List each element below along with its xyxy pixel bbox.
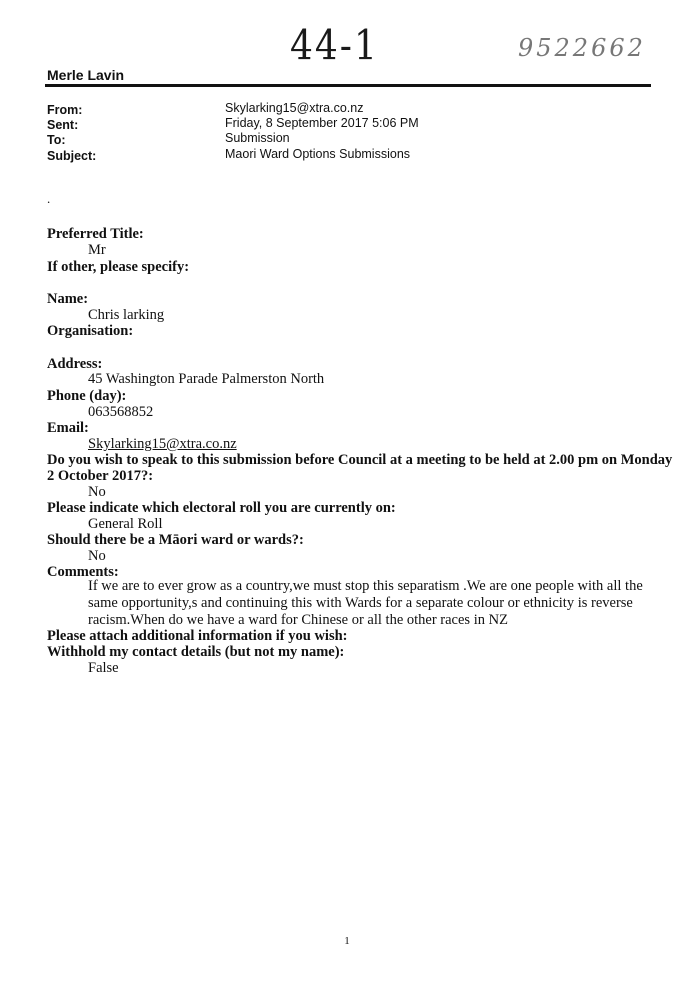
sent-value: Friday, 8 September 2017 5:06 PM: [225, 116, 419, 130]
speak-question-line2: 2 October 2017?:: [47, 468, 154, 484]
organisation-label: Organisation:: [47, 323, 134, 339]
comments-label: Comments:: [47, 564, 119, 580]
name-value: Chris larking: [88, 307, 165, 323]
phone-value: 063568852: [88, 404, 154, 420]
to-value: Submission: [225, 131, 290, 145]
from-label: From:: [47, 103, 83, 117]
speak-question-line1: Do you wish to speak to this submission before Council at a meeting to be held at 2.00 pm on Monday: [47, 452, 673, 468]
withhold-label: Withhold my contact details (but not my name):: [47, 644, 345, 660]
sender-name: Merle Lavin: [47, 67, 125, 83]
from-value: Skylarking15@xtra.co.nz: [225, 101, 364, 115]
subject-value: Maori Ward Options Submissions: [225, 147, 411, 161]
subject-label: Subject:: [47, 149, 97, 163]
preferred-title-value: Mr: [88, 242, 106, 258]
address-value: 45 Washington Parade Palmerston North: [88, 371, 325, 387]
address-label: Address:: [47, 356, 103, 372]
handwritten-submission-number: 44-1: [290, 22, 379, 71]
comments-value: If we are to ever grow as a country,we must stop this separatism .We are one people with all the same opportunity,s and continuing this with Wards for a separate colour or ethnicity is reverse racism.When do we have a ward for Chinese or all the other races in NZ: [88, 578, 643, 628]
sent-label: Sent:: [47, 118, 79, 132]
email-label: Email:: [47, 420, 89, 436]
roll-answer: General Roll: [88, 516, 163, 532]
roll-question: Please indicate which electoral roll you are currently on:: [47, 500, 396, 516]
ward-answer: No: [88, 548, 106, 564]
if-other-label: If other, please specify:: [47, 259, 190, 275]
email-link[interactable]: Skylarking15@xtra.co.nz: [88, 436, 237, 452]
speak-answer: No: [88, 484, 106, 500]
phone-label: Phone (day):: [47, 388, 127, 404]
preferred-title-label: Preferred Title:: [47, 226, 144, 242]
attach-label: Please attach additional information if you wish:: [47, 628, 348, 644]
withhold-value: False: [88, 660, 119, 676]
to-label: To:: [47, 133, 66, 147]
header-divider: [45, 84, 651, 87]
stray-dot: .: [47, 191, 51, 206]
name-label: Name:: [47, 291, 89, 307]
ward-question: Should there be a Māori ward or wards?:: [47, 532, 304, 548]
page-number: 1: [344, 935, 350, 947]
handwritten-reference-number: 9522662: [518, 34, 646, 62]
